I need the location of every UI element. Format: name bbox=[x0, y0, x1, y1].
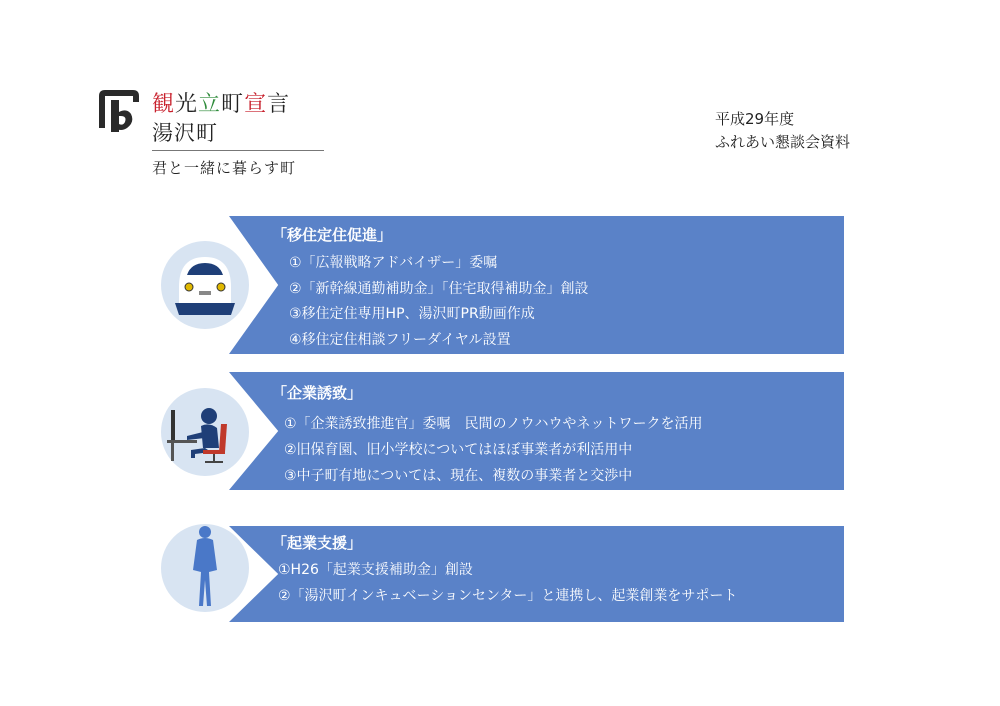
section-2-item: ②旧保育園、旧小学校についてはほぼ事業者が利活用中 bbox=[284, 442, 633, 458]
section-2-item: ③中子町有地については、現在、複数の事業者と交渉中 bbox=[284, 468, 633, 484]
businesswoman-icon bbox=[161, 524, 249, 612]
section-1-icon-circle bbox=[161, 241, 249, 329]
town-logo-icon bbox=[93, 88, 143, 134]
section-3-item: ①H26「起業支援補助金」創設 bbox=[278, 562, 473, 578]
section-1-item: ①「広報戦略アドバイザー」委嘱 bbox=[289, 255, 498, 271]
campaign-title bbox=[152, 87, 290, 118]
fiscal-year: 平成29年度 bbox=[715, 110, 795, 128]
document-subtitle: ふれあい懇談会資料 bbox=[715, 133, 851, 151]
town-tagline: 君と一緒に暮らす町 bbox=[152, 159, 297, 177]
section-3-title: 「起業支援」 bbox=[272, 534, 363, 552]
train-icon bbox=[161, 241, 249, 329]
title-char: 町 bbox=[221, 92, 245, 117]
section-2-icon-circle bbox=[161, 388, 249, 476]
title-char: 光 bbox=[175, 92, 199, 117]
section-3-item: ②「湯沢町インキュベーションセンター」と連携し、起業創業をサポート bbox=[278, 588, 738, 604]
office-worker-icon bbox=[161, 388, 249, 476]
section-2-item: ①「企業誘致推進官」委嘱 民間のノウハウやネットワークを活用 bbox=[284, 416, 703, 432]
section-1-item: ②「新幹線通勤補助金」「住宅取得補助金」創設 bbox=[289, 281, 589, 297]
title-char: 立 bbox=[198, 92, 222, 117]
document-info bbox=[715, 108, 850, 154]
title-char: 宣 bbox=[244, 92, 268, 117]
title-divider bbox=[152, 150, 324, 151]
title-char: 観 bbox=[152, 92, 176, 117]
town-name: 湯沢町 bbox=[152, 121, 218, 145]
section-1-title: 「移住定住促進」 bbox=[272, 226, 393, 244]
section-3-icon-circle bbox=[161, 524, 249, 612]
section-1-item: ③移住定住専用HP、湯沢町PR動画作成 bbox=[289, 306, 535, 322]
title-char: 言 bbox=[267, 92, 291, 117]
section-2-title: 「企業誘致」 bbox=[272, 384, 363, 402]
section-1-item: ④移住定住相談フリーダイヤル設置 bbox=[289, 332, 511, 348]
